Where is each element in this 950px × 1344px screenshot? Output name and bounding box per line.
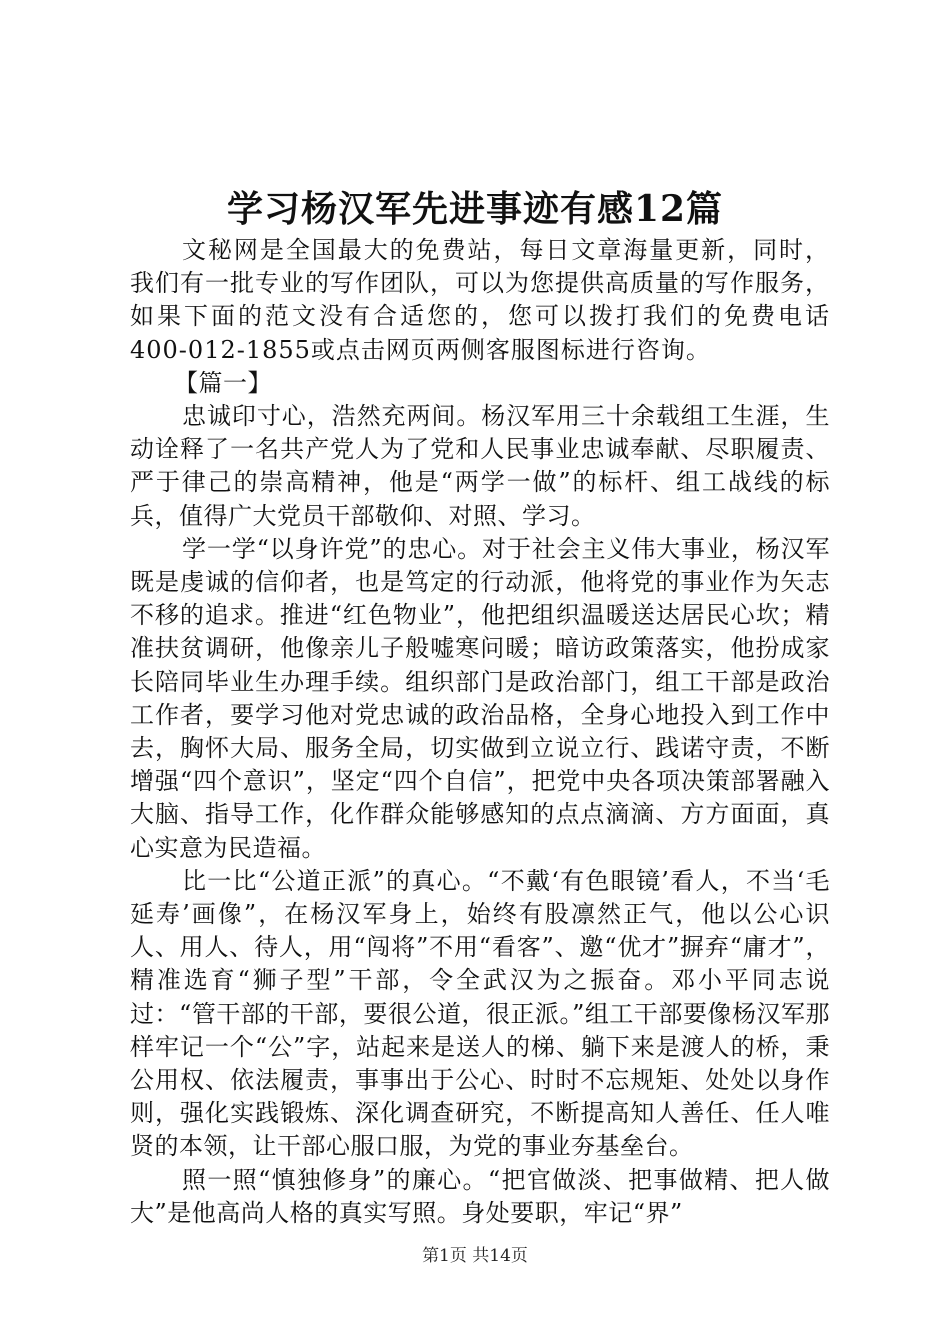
document-title: 学习杨汉军先进事迹有感12篇 bbox=[226, 188, 724, 230]
section-heading: 【篇一】 bbox=[174, 368, 272, 397]
body-paragraph-3: 比一比“公道正派”的真心。“不戴‘有色眼镜’看人，不当‘毛延寿’画像”，在杨汉军身上，始终有股凛然正气，他以公心识人、用人、待人，用“闯将”不用“看客”、邀“优才”摒弃“庸才”，精准选育“狮子型”干部，令全武汉为之振奋。邓小平同志说过：“管干部的干部，要很公道，很正派。”组工干部要像杨汉军那样牢记一个“公”字，站起来是送人的梯、躺下来是渡人的桥，秉公用权、依法履责，事事出于公心、时时不忘规矩、处处以身作则，强化实践锻炼、深化调查研究，不断提高知人善任、任人唯贤的本领，让干部心服口服，为党的事业夯基垒台。 bbox=[130, 866, 830, 1161]
intro-paragraph: 文秘网是全国最大的免费站，每日文章海量更新，同时，我们有一批专业的写作团队，可以为您提供高质量的写作服务，如果下面的范文没有合适您的，您可以拨打我们的免费电话400-012-1855或点击网页两侧客服图标进行咨询。 bbox=[130, 236, 830, 364]
page-footer: 第1页 共14页 bbox=[422, 1246, 528, 1266]
body-paragraph-2: 学一学“以身许党”的忠心。对于社会主义伟大事业，杨汉军既是虔诚的信仰者，也是笃定的行动派，他将党的事业作为矢志不移的追求。推进“红色物业”，他把组织温暖送达居民心坎；精准扶贫调研，他像亲儿子般嘘寒问暖；暗访政策落实，他扮成家长陪同毕业生办理手续。组织部门是政治部门，组工干部是政治工作者，要学习他对党忠诚的政治品格，全身心地投入到工作中去，胸怀大局、服务全局，切实做到立说立行、践诺守责，不断增强“四个意识”，坚定“四个自信”，把党中央各项决策部署融入大脑、指导工作，化作群众能够感知的点点滴滴、方方面面，真心实意为民造福。 bbox=[130, 534, 830, 862]
document-body bbox=[130, 234, 830, 1230]
body-paragraph-4: 照一照“慎独修身”的廉心。“把官做淡、把事做精、把人做大”是他高尚人格的真实写照。身处要职，牢记“界” bbox=[130, 1165, 830, 1227]
body-paragraph-1: 忠诚印寸心，浩然充两间。杨汉军用三十余载组工生涯，生动诠释了一名共产党人为了党和人民事业忠诚奉献、尽职履责、严于律己的崇高精神，他是“两学一做”的标杆、组工战线的标兵，值得广大党员干部敬仰、对照、学习。 bbox=[130, 402, 830, 530]
